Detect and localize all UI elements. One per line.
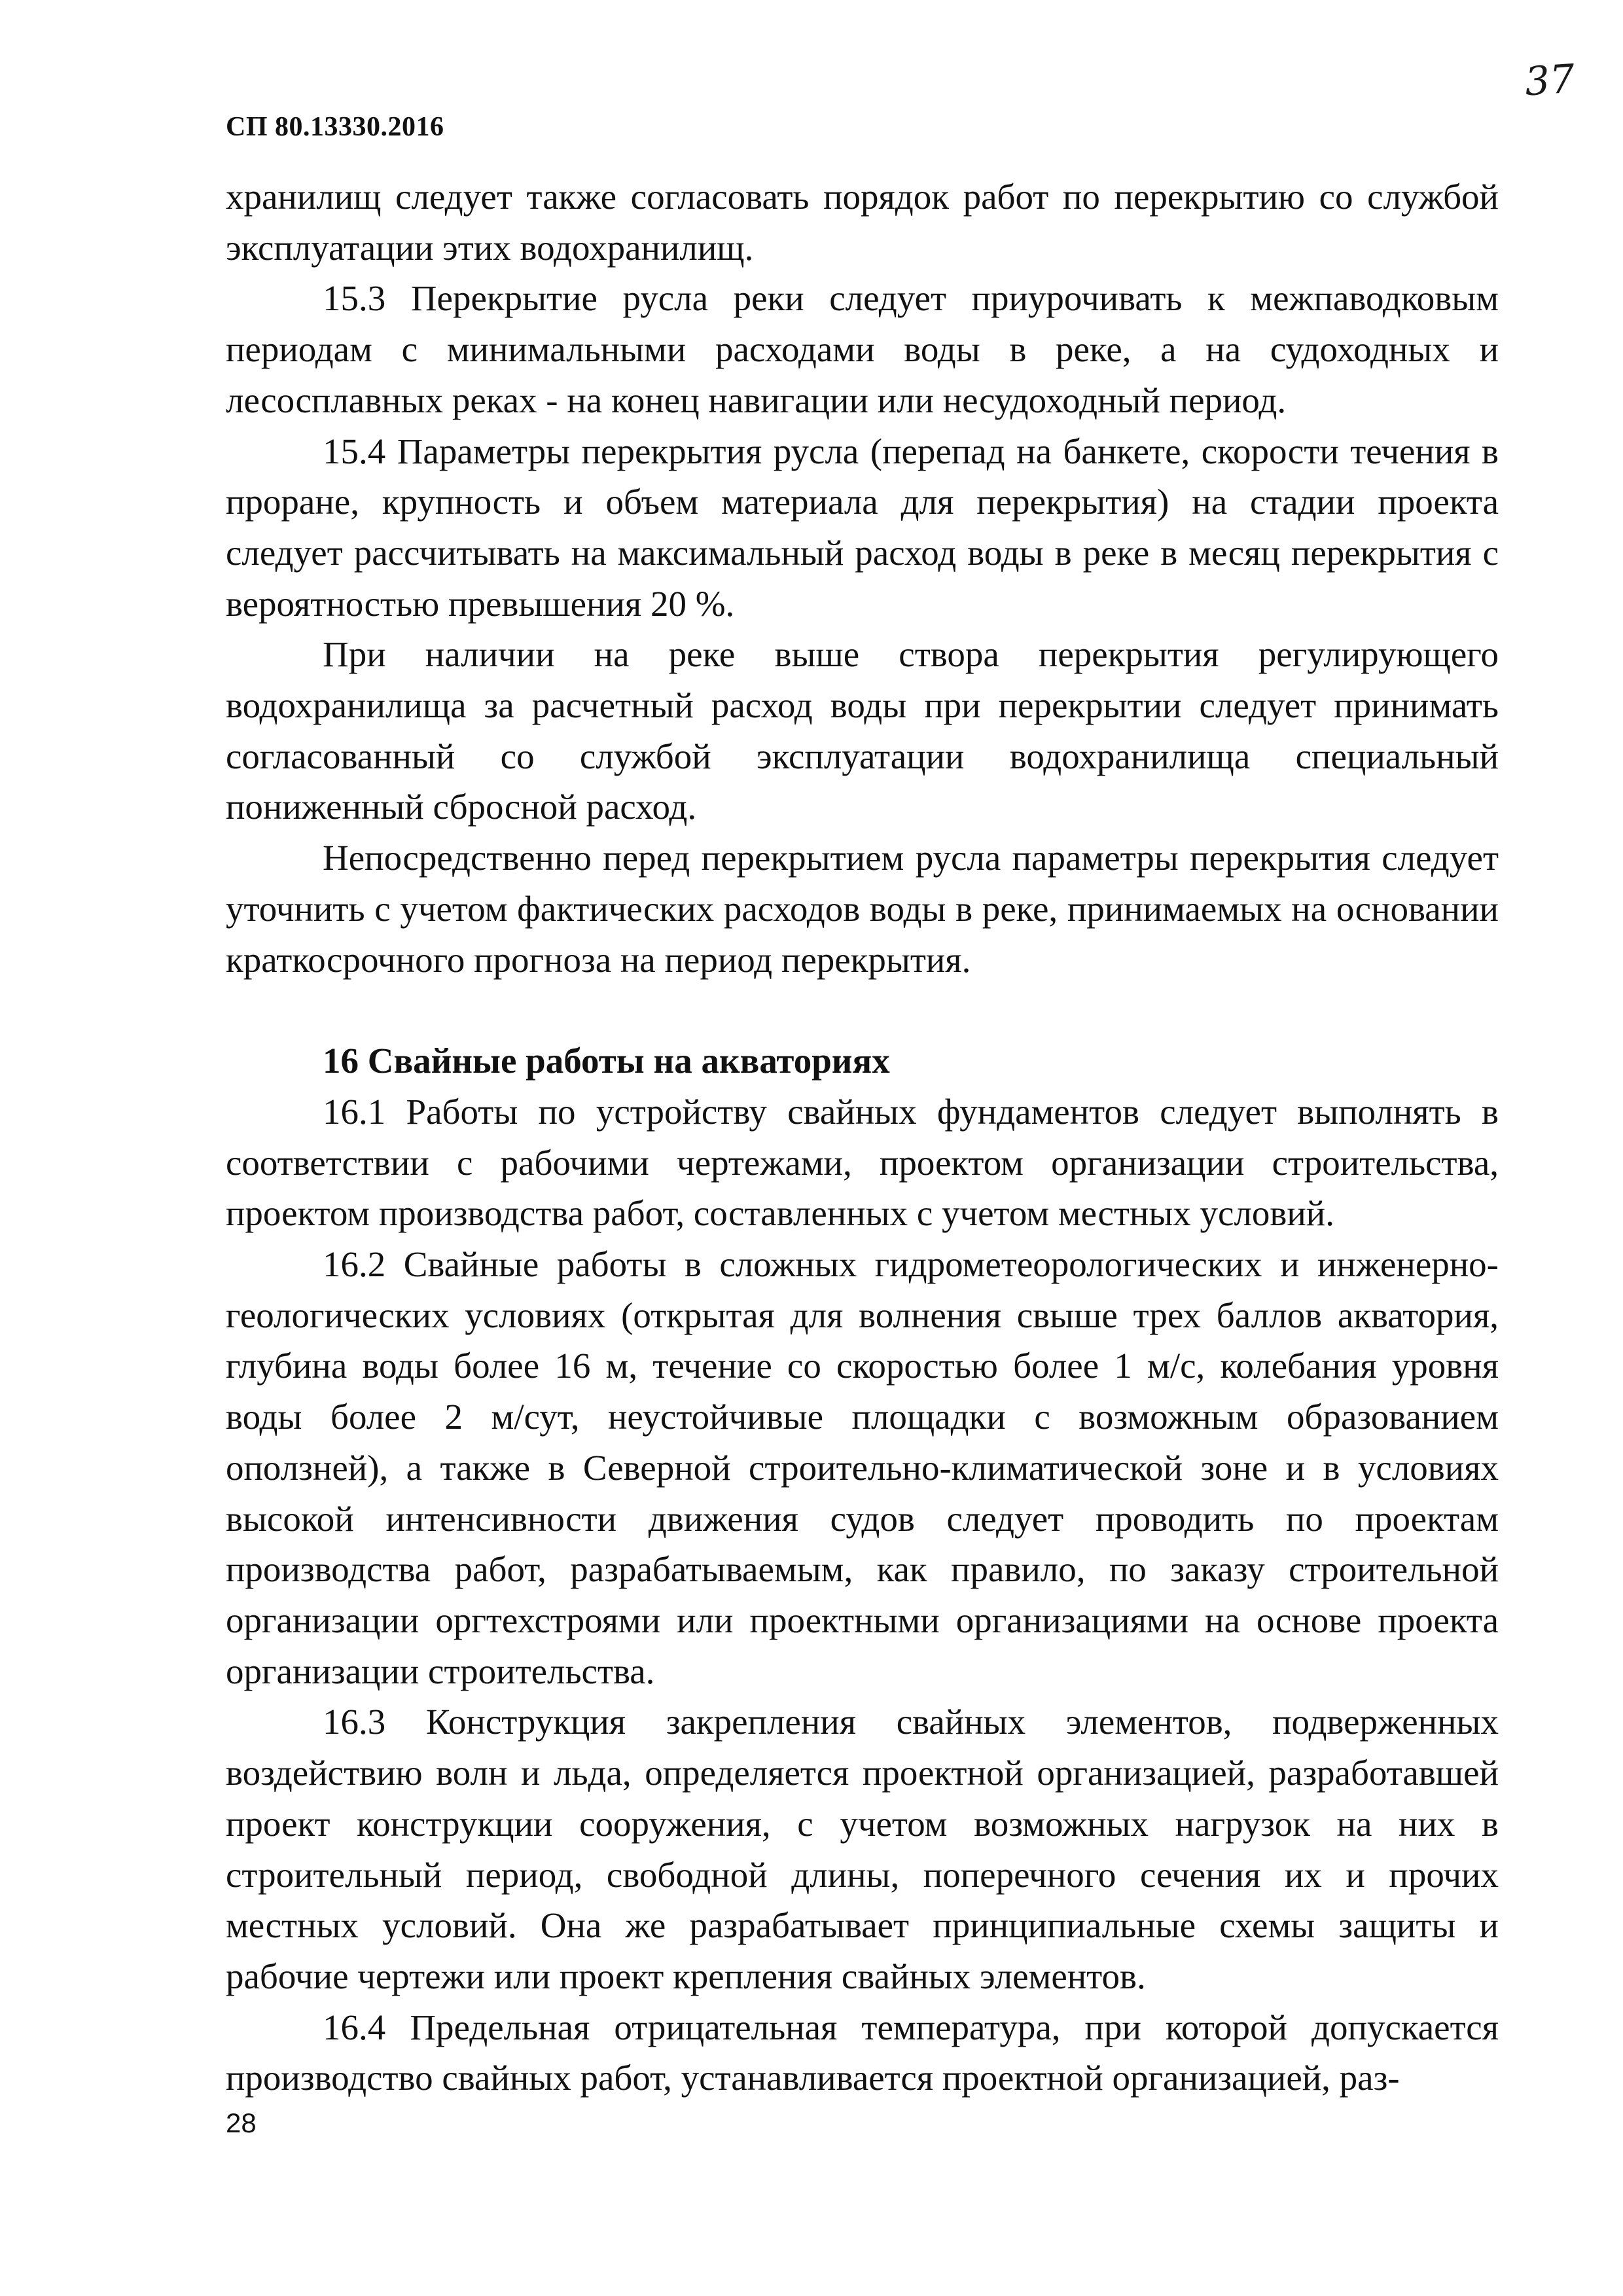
page-number: 28 <box>226 2108 257 2138</box>
paragraph-15-4: 15.4 Параметры перекрытия русла (перепад на банкете, скорости течения в проране, крупность и объем материала для перекрытия) на стадии проекта следует рассчитывать на максимальный расход воды в реке в месяц перекрытия с вероятностью превышения 20 %. <box>226 431 1499 624</box>
paragraph-regulating-reservoir: При наличии на реке выше створа перекрытия регулирующего водохранилища за расчетный расход воды при перекрытии следует принимать согласованный со службой эксплуатации водохранилища специальный пониженный сбросной расход. <box>226 634 1499 827</box>
paragraph-16-2: 16.2 Свайные работы в сложных гидрометеорологических и инженерно-геологических условиях (открытая для волнения свыше трех баллов акватория, глубина воды более 16 м, течение со скоростью более 1 м/с, колебания уровня воды более 2 м/сут, неустойчивые площадки с возможным образованием оползней), а также в Северной строительно-климатической зоне и в условиях высокой интенсивности движения судов следует проводить по проектам производства работ, разрабатываемым, как правило, по заказу строительной организации оргтехстроями или проектными организациями на основе проекта организации строительства. <box>226 1244 1499 1691</box>
paragraph-16-4: 16.4 Предельная отрицательная температура, при которой допускается производство свайных работ, устанавливается проектной организацией, раз- <box>226 2007 1499 2098</box>
paragraph-15-3: 15.3 Перекрытие русла реки следует приурочивать к межпаводковым периодам с минимальными расходами воды в реке, а на судоходных и лесосплавных реках - на конец навигации или несудоходный период. <box>226 278 1499 420</box>
paragraph-16-1: 16.1 Работы по устройству свайных фундаментов следует выполнять в соответствии с рабочими чертежами, проектом организации строительства, проектом производства работ, составленных с учетом местных условий. <box>226 1091 1499 1234</box>
handwritten-page-number: 37 <box>1523 56 1577 105</box>
paragraph-16-3: 16.3 Конструкция закрепления свайных элементов, подверженных воздействию волн и льда, определяется проектной организацией, разработавшей проект конструкции сооружения, с учетом возможных нагрузок на них в строительный период, свободной длины, поперечного сечения их и прочих местных условий. Она же разрабатывает принципиальные схемы защиты и рабочие чертежи или проект крепления свайных элементов. <box>226 1702 1499 1996</box>
document-code: СП 80.13330.2016 <box>226 112 444 142</box>
body-text <box>226 171 1499 2104</box>
paragraph-continuation: хранилищ следует также согласовать порядок работ по перекрытию со службой эксплуатации этих водохранилищ. <box>226 177 1499 268</box>
paragraph-before-closure: Непосредственно перед перекрытием русла параметры перекрытия следует уточнить с учетом фактических расходов воды в реке, принимаемых на основании краткосрочного прогноза на период перекрытия. <box>226 838 1499 980</box>
section-16-heading: 16 Свайные работы на акваториях <box>323 1041 890 1081</box>
